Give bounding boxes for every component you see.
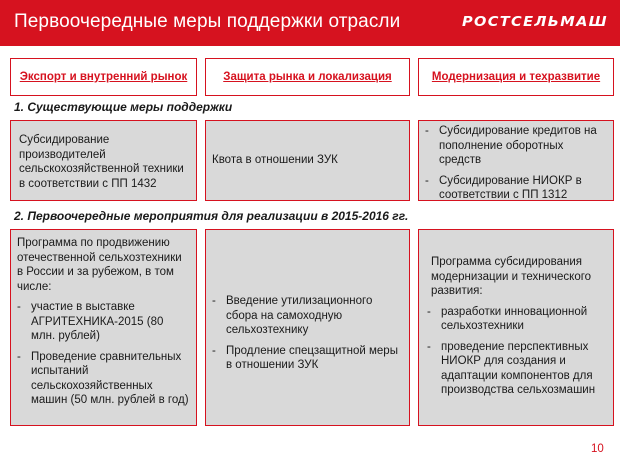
logo-text: РОСТСЕЛЬМАШ xyxy=(462,15,609,30)
dash-bullet: - xyxy=(17,350,21,363)
list-item xyxy=(425,174,607,203)
list-item-text: Проведение сравнительных испытаний сельскохозяйственных машин (50 млн. рублей в год) xyxy=(31,350,189,406)
list-item-text: Субсидирование НИОКР в соответствии с ПП 1312 xyxy=(439,174,582,201)
section-title-priority: 2. Первоочередные мероприятия для реализации в 2015-2016 гг. xyxy=(14,209,409,223)
dash-bullet: - xyxy=(212,344,216,357)
column-header-label: Экспорт и внутренний рынок xyxy=(11,59,196,95)
list-item xyxy=(17,350,190,408)
column-header-label: Модернизация и техразвитие xyxy=(419,59,613,95)
list-item xyxy=(425,124,607,168)
column-header-modernization xyxy=(418,58,614,96)
dash-bullet: - xyxy=(425,174,429,187)
list-item xyxy=(427,340,607,398)
header-bar xyxy=(0,0,620,46)
cell-intro: Программа по продвижению отечественной сельхозтехники в России и за рубежом, в том числе: xyxy=(17,237,182,293)
page-number: 10 xyxy=(591,443,604,455)
list-item-text: участие в выставке АГРИТЕХНИКА-2015 (80 млн. рублей) xyxy=(31,301,164,342)
list-item xyxy=(212,344,403,373)
cell-priority-modernization xyxy=(418,229,614,426)
dash-bullet: - xyxy=(17,301,21,313)
list-item-text: Субсидирование кредитов на пополнение оборотных средств xyxy=(439,125,597,166)
cell-intro: Программа субсидирования модернизации и технического развития: xyxy=(431,256,592,297)
list-item-text: разработки инновационной сельхозтехники xyxy=(441,305,588,332)
dash-bullet: - xyxy=(212,295,216,307)
cell-priority-protection xyxy=(205,229,410,426)
cell-existing-export xyxy=(10,120,197,201)
section-title-existing: 1. Существующие меры поддержки xyxy=(14,100,233,114)
list-item-text: Продление спецзащитной меры в отношении ЗУК xyxy=(226,344,398,371)
column-header-export xyxy=(10,58,197,96)
page-title: Первоочередные меры поддержки отрасли xyxy=(14,11,401,32)
dash-bullet: - xyxy=(427,305,431,318)
cell-priority-export xyxy=(10,229,197,426)
list-item-text: Введение утилизационного сбора на самоходную сельхозтехнику xyxy=(226,295,373,336)
cell-text: Субсидирование производителей сельскохозяйственной техники в соответствии с ПП 1432 xyxy=(19,134,184,190)
rostselmash-logo xyxy=(462,15,609,31)
column-header-protection xyxy=(205,58,410,96)
list-item xyxy=(17,300,190,344)
list-item xyxy=(212,294,403,338)
cell-existing-protection xyxy=(205,120,410,201)
list-item xyxy=(427,305,607,334)
cell-existing-modernization xyxy=(418,120,614,201)
column-header-label: Защита рынка и локализация xyxy=(206,59,409,95)
dash-bullet: - xyxy=(425,125,429,137)
dash-bullet: - xyxy=(427,340,431,353)
cell-text: Квота в отношении ЗУК xyxy=(212,154,338,167)
list-item-text: проведение перспективных НИОКР для создания и адаптации компонентов для производства сельхозмашин xyxy=(441,340,596,396)
